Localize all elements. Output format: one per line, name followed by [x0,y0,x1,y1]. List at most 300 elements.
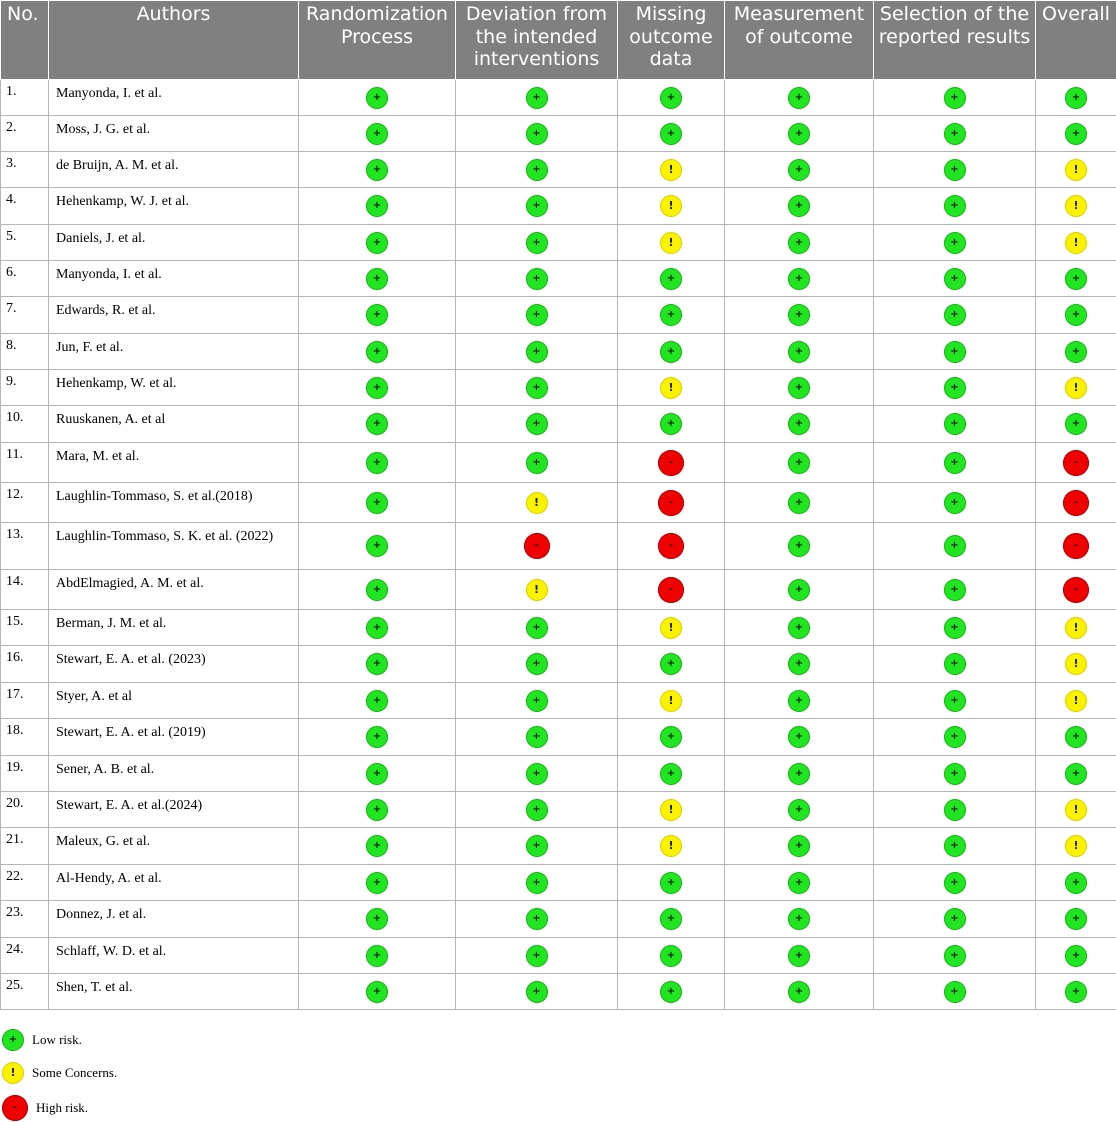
study-authors: Berman, J. M. et al. [49,610,299,646]
study-number: 12. [1,483,49,523]
rating-cell-selection [874,225,1036,261]
study-number: 14. [1,570,49,610]
rating-cell-deviation [456,570,618,610]
rating-cell-deviation [456,865,618,901]
study-number: 22. [1,865,49,901]
study-number: 11. [1,443,49,483]
rating-cell-overall [1036,406,1116,443]
low-risk-icon: + [788,908,810,930]
column-header-selection: Selection of the reported results [874,1,1036,80]
low-risk-icon: + [944,413,966,435]
low-risk-icon: + [366,492,388,514]
low-risk-icon: + [526,159,548,181]
low-risk-icon: + [788,763,810,785]
low-risk-icon: + [944,159,966,181]
column-header-authors: Authors [49,1,299,80]
low-risk-icon: + [660,341,682,363]
study-authors: Manyonda, I. et al. [49,80,299,116]
study-authors: de Bruijn, A. M. et al. [49,152,299,188]
rating-cell-selection [874,523,1036,570]
rating-cell-selection [874,297,1036,334]
rating-cell-overall [1036,443,1116,483]
low-risk-icon: + [366,945,388,967]
table-row [1,610,1116,646]
low-risk-icon: + [660,872,682,894]
study-number: 17. [1,683,49,719]
low-risk-icon: + [660,87,682,109]
rating-cell-overall [1036,974,1116,1010]
low-risk-icon: + [1065,268,1087,290]
low-risk-icon: + [526,835,548,857]
high-risk-icon: - [1063,450,1089,476]
study-number: 19. [1,756,49,792]
low-risk-icon: + [944,195,966,217]
rating-cell-deviation [456,756,618,792]
table-row [1,901,1116,938]
rating-cell-missing-data [618,443,725,483]
rating-cell-selection [874,443,1036,483]
rating-cell-randomization [299,646,456,683]
low-risk-icon: + [366,232,388,254]
low-risk-icon: + [788,690,810,712]
column-header-overall: Overall [1036,1,1116,80]
study-authors: Maleux, G. et al. [49,828,299,865]
rating-cell-overall [1036,370,1116,406]
rating-cell-deviation [456,974,618,1010]
rating-cell-measurement [725,152,874,188]
rating-cell-selection [874,116,1036,152]
rating-cell-overall [1036,570,1116,610]
low-risk-icon: + [788,579,810,601]
low-risk-icon: + [788,535,810,557]
rating-cell-randomization [299,116,456,152]
rating-cell-selection [874,152,1036,188]
study-number: 23. [1,901,49,938]
high-risk-icon: - [658,577,684,603]
rating-cell-deviation [456,225,618,261]
study-number: 1. [1,80,49,116]
low-risk-icon: + [788,232,810,254]
low-risk-icon: + [944,617,966,639]
high-risk-icon: - [524,533,550,559]
rating-cell-deviation [456,80,618,116]
rating-cell-deviation [456,828,618,865]
high-risk-icon: - [658,533,684,559]
rating-cell-missing-data [618,80,725,116]
rating-cell-selection [874,261,1036,297]
table-header [1,1,1116,80]
rating-cell-overall [1036,483,1116,523]
rating-cell-missing-data [618,646,725,683]
rating-cell-deviation [456,406,618,443]
some-concerns-icon: ! [1065,653,1087,675]
study-authors: Mara, M. et al. [49,443,299,483]
low-risk-icon: + [2,1029,24,1051]
rating-cell-randomization [299,523,456,570]
rating-cell-selection [874,188,1036,225]
study-authors: Laughlin-Tommaso, S. K. et al. (2022) [49,523,299,570]
low-risk-icon: + [1065,123,1087,145]
rating-cell-missing-data [618,610,725,646]
rating-cell-deviation [456,523,618,570]
high-risk-icon: - [2,1095,28,1121]
table-row [1,297,1116,334]
rating-cell-measurement [725,406,874,443]
legend-item-high-risk [2,1095,88,1121]
low-risk-icon: + [660,763,682,785]
rating-cell-randomization [299,188,456,225]
rating-cell-deviation [456,938,618,974]
study-authors: Sener, A. B. et al. [49,756,299,792]
rating-cell-randomization [299,865,456,901]
rating-cell-deviation [456,683,618,719]
rating-cell-missing-data [618,406,725,443]
some-concerns-icon: ! [1065,690,1087,712]
low-risk-icon: + [366,159,388,181]
legend-item-low-risk [2,1029,82,1051]
low-risk-icon: + [660,653,682,675]
low-risk-icon: + [788,872,810,894]
rating-cell-missing-data [618,974,725,1010]
rating-cell-selection [874,406,1036,443]
rating-cell-overall [1036,719,1116,756]
high-risk-icon: - [1063,533,1089,559]
rating-cell-randomization [299,483,456,523]
rating-cell-measurement [725,80,874,116]
rating-cell-randomization [299,683,456,719]
study-number: 25. [1,974,49,1010]
low-risk-icon: + [366,835,388,857]
rating-cell-randomization [299,406,456,443]
rating-cell-overall [1036,334,1116,370]
rating-cell-overall [1036,865,1116,901]
low-risk-icon: + [526,690,548,712]
low-risk-icon: + [944,908,966,930]
low-risk-icon: + [366,87,388,109]
rating-cell-missing-data [618,261,725,297]
low-risk-icon: + [1065,763,1087,785]
high-risk-icon: - [1063,577,1089,603]
rating-cell-measurement [725,938,874,974]
rating-cell-selection [874,938,1036,974]
rating-cell-randomization [299,792,456,828]
rating-cell-missing-data [618,188,725,225]
study-authors: Edwards, R. et al. [49,297,299,334]
low-risk-icon: + [366,341,388,363]
low-risk-icon: + [660,304,682,326]
low-risk-icon: + [944,579,966,601]
rating-cell-overall [1036,152,1116,188]
some-concerns-icon: ! [660,159,682,181]
rating-cell-randomization [299,974,456,1010]
rating-cell-selection [874,334,1036,370]
rating-cell-missing-data [618,719,725,756]
low-risk-icon: + [366,653,388,675]
some-concerns-icon: ! [1065,799,1087,821]
study-number: 7. [1,297,49,334]
rating-cell-measurement [725,570,874,610]
rating-cell-measurement [725,334,874,370]
column-header-measurement: Measurement of outcome [725,1,874,80]
low-risk-icon: + [1065,341,1087,363]
table-row [1,792,1116,828]
low-risk-icon: + [944,726,966,748]
low-risk-icon: + [788,492,810,514]
low-risk-icon: + [526,341,548,363]
low-risk-icon: + [788,377,810,399]
rating-cell-missing-data [618,116,725,152]
rating-cell-overall [1036,646,1116,683]
some-concerns-icon: ! [660,617,682,639]
low-risk-icon: + [1065,945,1087,967]
low-risk-icon: + [944,653,966,675]
study-authors: Daniels, J. et al. [49,225,299,261]
table-row [1,225,1116,261]
rating-cell-measurement [725,683,874,719]
rating-cell-selection [874,901,1036,938]
rating-cell-measurement [725,974,874,1010]
low-risk-icon: + [526,872,548,894]
study-authors: Donnez, J. et al. [49,901,299,938]
study-number: 18. [1,719,49,756]
some-concerns-icon: ! [1065,159,1087,181]
rating-cell-overall [1036,610,1116,646]
low-risk-icon: + [366,981,388,1003]
rating-cell-overall [1036,756,1116,792]
rating-cell-missing-data [618,828,725,865]
rating-cell-selection [874,865,1036,901]
legend-item-some-concerns [2,1062,117,1084]
low-risk-icon: + [1065,726,1087,748]
low-risk-icon: + [788,617,810,639]
some-concerns-icon: ! [660,377,682,399]
table-row [1,80,1116,116]
some-concerns-icon: ! [1065,377,1087,399]
rating-cell-overall [1036,792,1116,828]
rating-cell-overall [1036,261,1116,297]
study-number: 9. [1,370,49,406]
some-concerns-icon: ! [1065,835,1087,857]
table-row [1,719,1116,756]
rating-cell-selection [874,610,1036,646]
low-risk-icon: + [944,341,966,363]
rating-cell-deviation [456,901,618,938]
rating-cell-measurement [725,828,874,865]
some-concerns-icon: ! [660,690,682,712]
study-number: 8. [1,334,49,370]
rating-cell-randomization [299,610,456,646]
study-number: 3. [1,152,49,188]
low-risk-icon: + [366,377,388,399]
rating-cell-deviation [456,370,618,406]
low-risk-icon: + [526,123,548,145]
low-risk-icon: + [366,726,388,748]
low-risk-icon: + [660,981,682,1003]
some-concerns-icon: ! [526,492,548,514]
low-risk-icon: + [944,981,966,1003]
rating-cell-measurement [725,610,874,646]
low-risk-icon: + [788,413,810,435]
high-risk-icon: - [658,450,684,476]
low-risk-icon: + [944,872,966,894]
some-concerns-icon: ! [526,579,548,601]
high-risk-icon: - [1063,490,1089,516]
study-authors: Al-Hendy, A. et al. [49,865,299,901]
study-authors: Stewart, E. A. et al. (2019) [49,719,299,756]
column-header-deviation: Deviation from the intended interventions [456,1,618,80]
rating-cell-selection [874,756,1036,792]
rating-cell-randomization [299,80,456,116]
rating-cell-deviation [456,719,618,756]
rating-cell-missing-data [618,792,725,828]
rating-cell-overall [1036,523,1116,570]
low-risk-icon: + [366,617,388,639]
rating-cell-selection [874,570,1036,610]
study-authors: Ruuskanen, A. et al [49,406,299,443]
rating-cell-randomization [299,828,456,865]
low-risk-icon: + [366,763,388,785]
rating-cell-measurement [725,370,874,406]
low-risk-icon: + [788,268,810,290]
study-number: 13. [1,523,49,570]
high-risk-icon: - [658,490,684,516]
rating-cell-measurement [725,646,874,683]
table-row [1,938,1116,974]
table-body [1,80,1116,1010]
rating-cell-missing-data [618,683,725,719]
low-risk-icon: + [944,377,966,399]
low-risk-icon: + [944,763,966,785]
table-row [1,334,1116,370]
rating-cell-missing-data [618,225,725,261]
low-risk-icon: + [788,799,810,821]
column-header-no: No. [1,1,49,80]
low-risk-icon: + [526,945,548,967]
study-authors: Hehenkamp, W. et al. [49,370,299,406]
table-row [1,261,1116,297]
rating-cell-overall [1036,188,1116,225]
low-risk-icon: + [526,908,548,930]
rating-cell-measurement [725,523,874,570]
study-number: 24. [1,938,49,974]
some-concerns-icon: ! [660,195,682,217]
low-risk-icon: + [366,690,388,712]
low-risk-icon: + [526,304,548,326]
rating-cell-measurement [725,297,874,334]
rating-cell-measurement [725,901,874,938]
rating-cell-missing-data [618,370,725,406]
rating-cell-missing-data [618,756,725,792]
rating-cell-deviation [456,188,618,225]
low-risk-icon: + [1065,413,1087,435]
low-risk-icon: + [1065,908,1087,930]
low-risk-icon: + [788,123,810,145]
table-row [1,116,1116,152]
low-risk-icon: + [788,981,810,1003]
rating-cell-deviation [456,152,618,188]
rating-cell-measurement [725,792,874,828]
rating-cell-measurement [725,483,874,523]
low-risk-icon: + [788,835,810,857]
low-risk-icon: + [944,87,966,109]
low-risk-icon: + [366,413,388,435]
low-risk-icon: + [660,945,682,967]
rating-cell-randomization [299,938,456,974]
table-row [1,865,1116,901]
rating-cell-missing-data [618,334,725,370]
study-number: 2. [1,116,49,152]
low-risk-icon: + [526,452,548,474]
rating-cell-measurement [725,443,874,483]
rating-cell-missing-data [618,570,725,610]
some-concerns-icon: ! [1065,617,1087,639]
low-risk-icon: + [788,195,810,217]
low-risk-icon: + [366,123,388,145]
low-risk-icon: + [944,304,966,326]
rating-cell-selection [874,974,1036,1010]
some-concerns-icon: ! [660,835,682,857]
low-risk-icon: + [1065,304,1087,326]
rating-cell-measurement [725,188,874,225]
low-risk-icon: + [944,799,966,821]
rating-cell-overall [1036,225,1116,261]
low-risk-icon: + [1065,87,1087,109]
rating-cell-deviation [456,443,618,483]
low-risk-icon: + [788,653,810,675]
study-authors: Manyonda, I. et al. [49,261,299,297]
low-risk-icon: + [944,492,966,514]
study-number: 20. [1,792,49,828]
rating-cell-overall [1036,116,1116,152]
low-risk-icon: + [1065,981,1087,1003]
low-risk-icon: + [526,653,548,675]
low-risk-icon: + [366,908,388,930]
table-row [1,406,1116,443]
some-concerns-icon: ! [1065,195,1087,217]
rating-cell-deviation [456,261,618,297]
rating-cell-deviation [456,792,618,828]
table-row [1,152,1116,188]
rating-cell-randomization [299,901,456,938]
rating-cell-missing-data [618,297,725,334]
rating-cell-selection [874,370,1036,406]
study-authors: Stewart, E. A. et al.(2024) [49,792,299,828]
rating-cell-measurement [725,865,874,901]
study-authors: Styer, A. et al [49,683,299,719]
rating-cell-overall [1036,683,1116,719]
rating-cell-randomization [299,443,456,483]
low-risk-icon: + [788,945,810,967]
study-authors: Schlaff, W. D. et al. [49,938,299,974]
rating-cell-selection [874,646,1036,683]
rating-cell-measurement [725,756,874,792]
table-row [1,370,1116,406]
some-concerns-icon: ! [660,799,682,821]
study-authors: Jun, F. et al. [49,334,299,370]
table-row [1,974,1116,1010]
low-risk-icon: + [788,341,810,363]
table-row [1,443,1116,483]
study-authors: Stewart, E. A. et al. (2023) [49,646,299,683]
rating-cell-measurement [725,116,874,152]
table-row [1,523,1116,570]
rating-cell-randomization [299,152,456,188]
low-risk-icon: + [788,726,810,748]
low-risk-icon: + [366,268,388,290]
low-risk-icon: + [366,535,388,557]
low-risk-icon: + [526,195,548,217]
rating-cell-randomization [299,570,456,610]
